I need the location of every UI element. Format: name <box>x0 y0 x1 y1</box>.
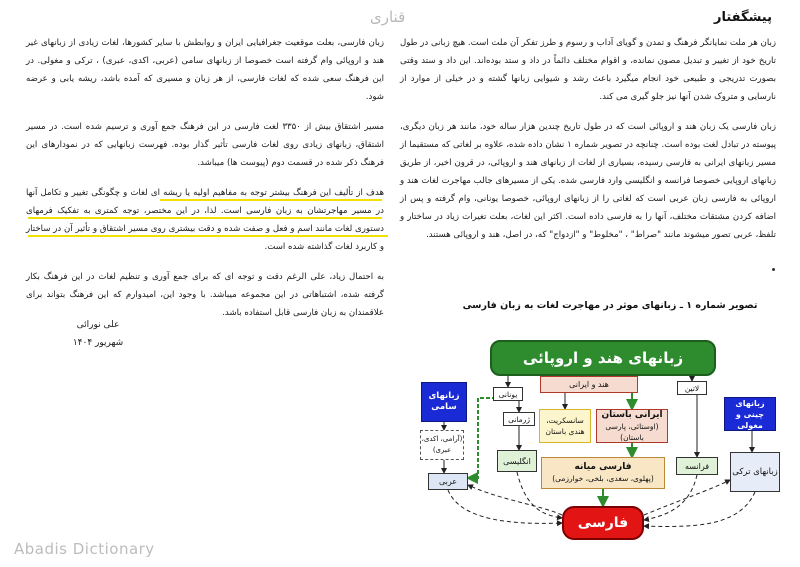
turkic-box: زبانهای ترکی <box>730 452 780 492</box>
french-box: فرانسه <box>676 457 718 475</box>
ancient-iranian-label: ایرانی باستان <box>601 409 663 420</box>
indo-iranian-box: هند و ایرانی <box>540 376 638 393</box>
farsi-box: فارسی <box>562 506 644 540</box>
chinese-mongol-box: زبانهای چینی و مغولی <box>724 397 776 431</box>
stray-dot <box>772 268 775 271</box>
english-box: انگلیسی <box>497 450 537 472</box>
semitic-box: زبانهای سامی <box>421 382 467 422</box>
site-watermark-bottom: Abadis Dictionary <box>14 540 155 558</box>
signature-name: علی نورائی <box>76 320 120 330</box>
right-column <box>400 34 776 256</box>
figure-title: تصویر شماره ۱ ـ زبانهای موثر در مهاجرت لغات به زبان فارسی <box>462 300 758 311</box>
middle-persian-sub: (پهلوی، سغدی، بلخی، خوارزمی) <box>552 474 654 483</box>
ancient-iranian-box <box>596 409 668 443</box>
left-column <box>26 34 384 334</box>
greek-box: یونانی <box>493 387 523 401</box>
highlight-underline <box>28 217 382 219</box>
latin-box: لاتین <box>677 381 707 395</box>
middle-persian-label: فارسی میانه <box>574 462 632 472</box>
paragraph: به احتمال زیاد، علی الرغم دقت و توجه ای که برای جمع آوری و تنظیم لغات در این فرهنگ بکار گرفته شده، اشتباهاتی در این مجموعه میباشد. با وجود این، امیدوارم که این فرهنگ بتواند برای علاقمندان به زبان فارسی قابل استفاده باشد. <box>26 272 384 318</box>
middle-persian-box <box>541 457 665 489</box>
paragraph: زبان فارسی یک زبان هند و اروپائی است که در طول تاریخ چندین هزار ساله خود، مانند هر زبان دیگری، پیوسته در تبادل لغت بوده است. چنانچه در تصویر شماره ۱ نشان داده شده، علاوه بر لغاتی که مستقیما از مسیر زبانهای ایرانی به فارسی رسیده، بسیاری از لغات از زبانهای هند و اروپائی، در قرون اخیر، از طریق زبانهای اروپایی خصوصا فرانسه و انگلیسی وارد فارسی شده. یکی از مسیرهای جالب مهاجرت لغات هند و اروپائی به فارسی زبان عربی است که لغاتی را از زبانهای اروپائی، خصوصا یونانی، وام گرفته و پس از اضافه کردن مشتقات مختلف، آنها را به فارسی داده است. اکثر این لغات، بعلت تغیرات زیاد در ساختار و تلفظ، عربی تصور میشوند مانند "صراط" ، "مخلوط" و "ازدواج" که، در اصل، هند و اروپائی هستند. <box>400 122 776 240</box>
paragraph: زبان فارسی، بعلت موقعیت جغرافیایی ایران و روابطش با سایر کشورها، لغات زیادی از زبانهای غیر هند و اروپائی وام گرفته است خصوصا از زبانهای سامی (عربی، اکدی، عبری) ، ترکی و مغولی. در این فرهنگ سعی شده که لغات فارسی، از هر زبان و مسیری که آمده باشد، ریشه یابی و عرضه شود. <box>26 38 384 102</box>
ancient-iranian-sub: (اوستائی، پارسی باستان) <box>605 421 659 442</box>
arabic-box: عربی <box>428 473 468 490</box>
aramaic-box: (آرامی، اکدی، عبری) <box>420 430 464 460</box>
highlight-underline <box>28 235 388 237</box>
indo-european-box: زبانهای هند و اروپائی <box>490 340 716 376</box>
germanic-box: ژرمانی <box>503 412 535 426</box>
highlight-underline <box>160 199 382 201</box>
language-diagram <box>400 330 800 567</box>
signature-date: شهریور ۱۴۰۴ <box>72 338 124 348</box>
paragraph: زبان هر ملت نمایانگر فرهنگ و تمدن و گویای آداب و رسوم و طرز تفکر آن ملت است. هیچ زبانی در طول تاریخ خود از تغییر و تبدیل مصون نمانده، و اقوام مختلف دائماً در داد و ستد بوده‌اند. این داد و ستد وقتی بصورت تدریجی و طبیعی خود انجام میگیرد باعث رشد و شیوایی زبانها گشته و در خیلی از موارد از نارسایی و متروک شدن آنها نیز جلو گیری می کند. <box>400 38 776 102</box>
site-watermark-top: قناری <box>370 8 406 26</box>
sanskrit-box: سانسکریت، هندی باستان <box>539 409 591 443</box>
paragraph: هدف از تألیف این فرهنگ بیشتر توجه به مفاهیم اولیه یا ریشه ای لغات و چگونگی تغییر و تکامل آنها در مسیر مهاجرتشان به زبان فارسی است. لذا، در این مختصر، توجه کمتری به تفکیک فرمهای دستوری لغات مانند اسم و فعل و صفت شده و دقت بیشتری روی مسیر اشتقاق و تأثیر آن در ساختار و کاربرد لغات گذاشته شده است. <box>26 188 384 252</box>
page-heading: پیشگفتار <box>713 10 772 25</box>
paragraph: مسیر اشتقاق بیش از ۳۳۵۰ لغت فارسی در این فرهنگ جمع آوری و ترسیم شده است. در مسیر اشتقاق، زبانهای زیادی روی لغات فارسی تأثیر گذار بوده. فهرست زبانهایی که در نمودارهای این فرهنگ ذکر شده در قسمت دوم (پیوست ها) میباشد. <box>26 122 385 168</box>
